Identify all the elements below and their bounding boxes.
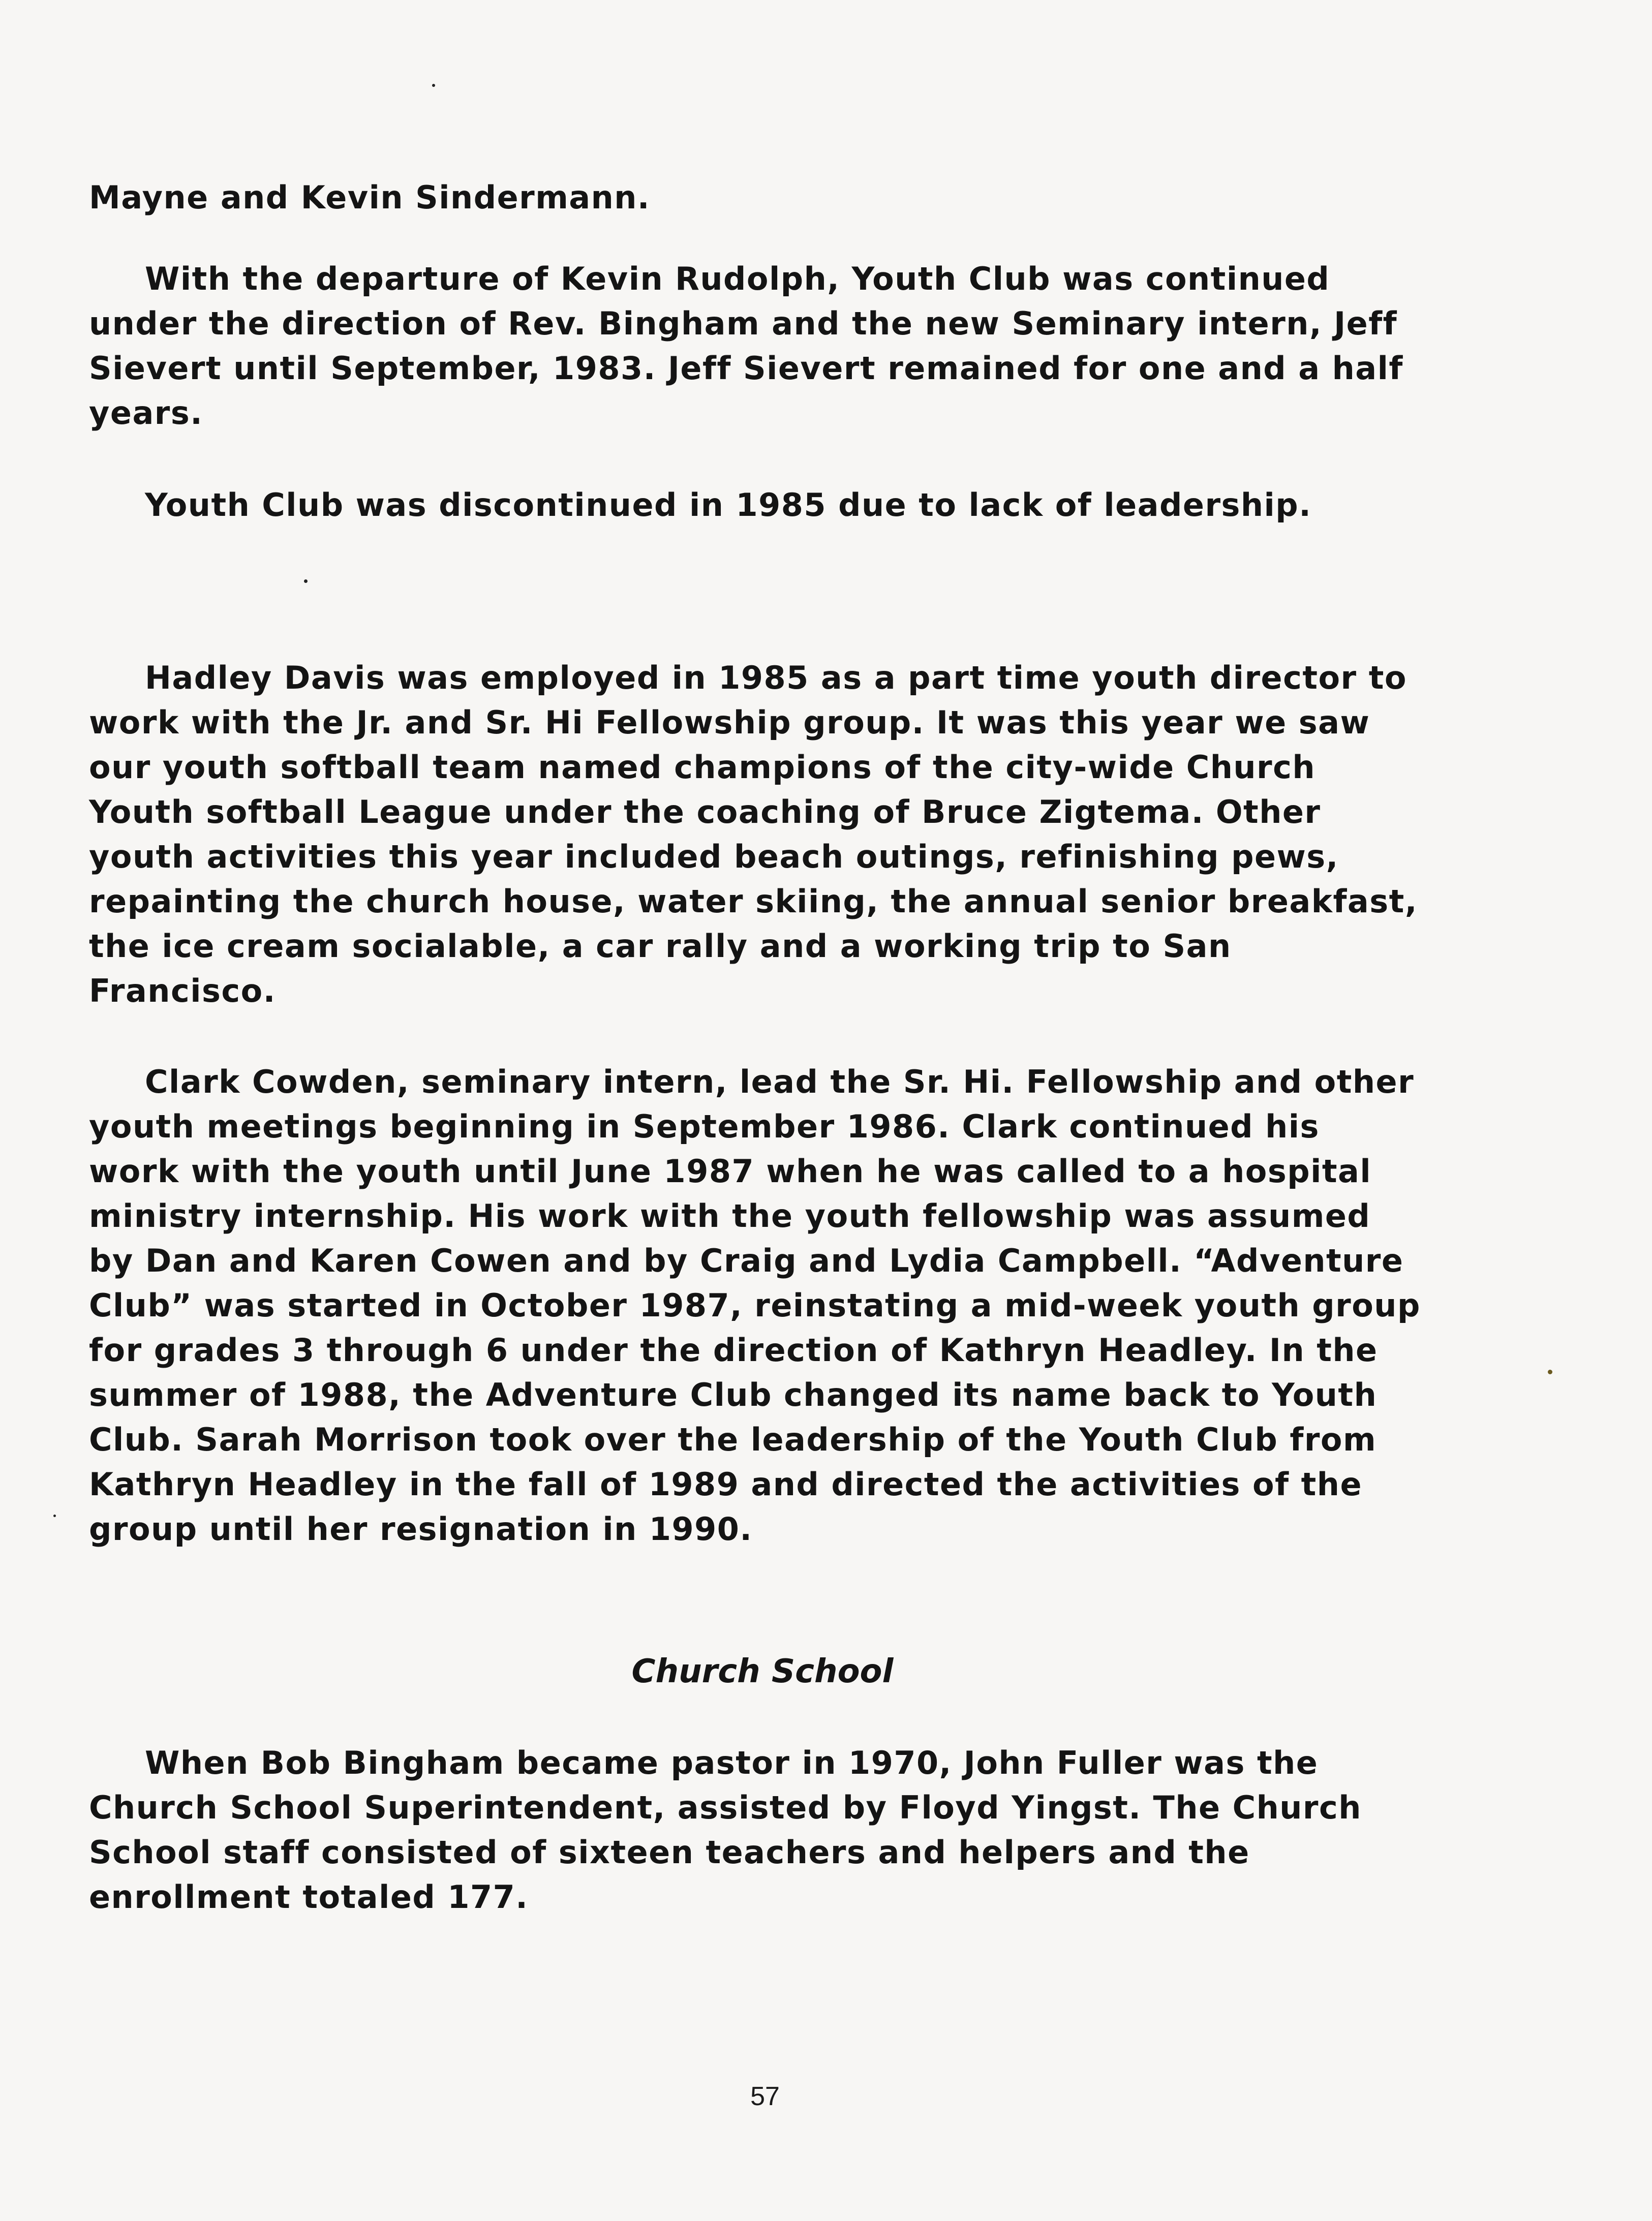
paragraph-mayne-kevin: Mayne and Kevin Sindermann. (89, 179, 650, 216)
paragraph-hadley-davis: Hadley Davis was employed in 1985 as a part time youth director to work with the Jr. and Sr. Hi Fellowship group. It was this year we saw our youth softball team named champions of the city-wide Church Youth softball League under the coaching of Bruce Zigtema. Other youth activities this year included beach outings, refinishing pews, repainting the church house, water skiing, the annual senior breakfast, the ice cream socialable, a car rally and a working trip to San Francisco. (89, 659, 1418, 1009)
paragraph-kevin-rudolph-departure: With the departure of Kevin Rudolph, Youth Club was continued under the direction of Rev. Bingham and the new Seminary intern, Jeff Sievert until September, 1983. Jeff Sievert remained for one and a half years. (89, 260, 1403, 431)
paragraph-youth-club-discontinued: Youth Club was discontinued in 1985 due to lack of leadership. (145, 486, 1312, 523)
paragraph-bob-bingham-pastor: When Bob Bingham became pastor in 1970, John Fuller was the Church School Superintendent, assisted by Floyd Yingst. The Church School staff consisted of sixteen teachers and helpers and the enrollment totaled 177. (89, 1744, 1362, 1916)
scan-speck (53, 1515, 56, 1517)
page-number: 57 (750, 2082, 780, 2111)
scan-speck (1548, 1370, 1552, 1374)
scan-speck (432, 84, 435, 87)
scan-speck (304, 579, 308, 583)
paragraph-clark-cowden: Clark Cowden, seminary intern, lead the Sr. Hi. Fellowship and other youth meetings beginning in September 1986. Clark continued his work with the youth until June 1987 when he was called to a hospital ministry internship. His work with the youth fellowship was assumed by Dan and Karen Cowen and by Craig and Lydia Campbell. “Adventure Club” was started in October 1987, reinstating a mid-week youth group for grades 3 through 6 under the direction of Kathryn Headley. In the summer of 1988, the Adventure Club changed its name back to Youth Club. Sarah Morrison took over the leadership of the Youth Club from Kathryn Headley in the fall of 1989 and directed the activities of the group until her resignation in 1990. (89, 1063, 1421, 1548)
section-heading-church-school: Church School (631, 1653, 894, 1690)
